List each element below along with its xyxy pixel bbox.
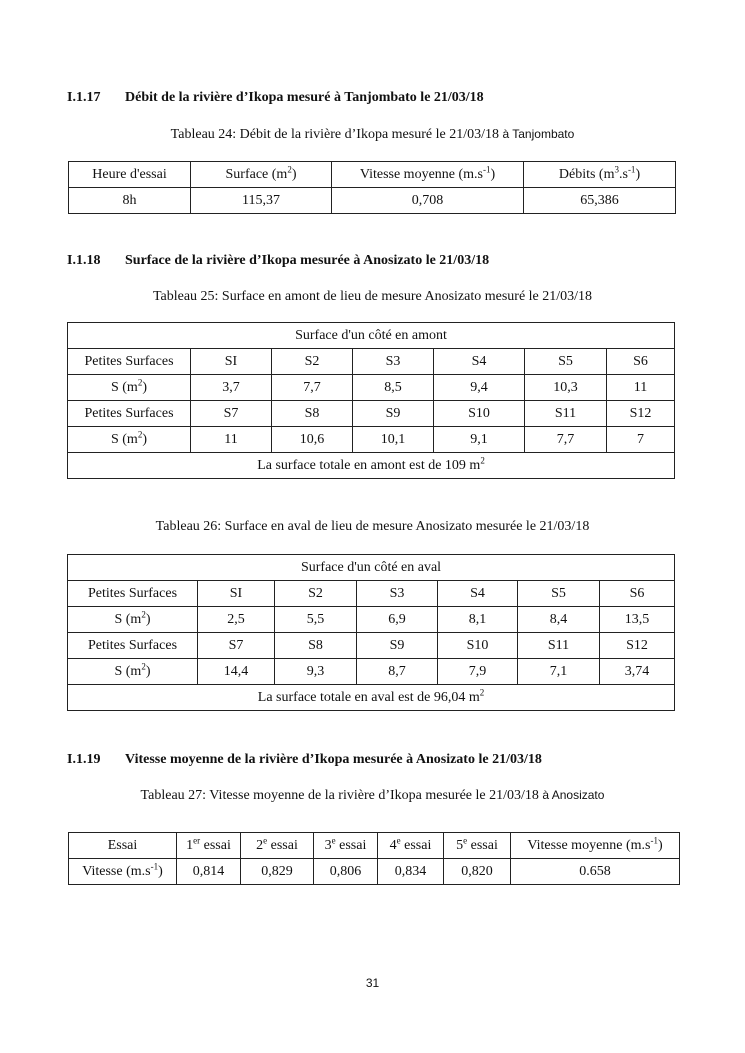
- section-title: Surface de la rivière d’Ikopa mesurée à Anosizato le 21/03/18: [125, 253, 490, 268]
- table-row: [68, 427, 675, 453]
- row-label: S $(m^2)$: [68, 659, 198, 685]
- cell: 0,829: [241, 859, 314, 885]
- cell: S12: [607, 401, 675, 427]
- header-essai-5: 5e essai: [444, 833, 511, 859]
- table-row: [69, 188, 676, 214]
- cell: S8: [275, 633, 357, 659]
- cell: S2: [272, 349, 353, 375]
- total-cell: La surface totale en aval est de 96,04 $m^2$: [68, 685, 675, 711]
- cell: 9,3: [275, 659, 357, 685]
- cell: 10,1: [353, 427, 434, 453]
- header-surface: Surface $(m^2)$: [191, 162, 332, 188]
- total-cell: La surface totale en amont est de 109 $m^2$: [68, 453, 675, 479]
- table-row: [68, 633, 675, 659]
- section-heading-1-1-19: [67, 752, 542, 768]
- cell: S6: [600, 581, 675, 607]
- header-essai-4: 4e essai: [378, 833, 444, 859]
- table-row: [68, 349, 675, 375]
- page-number: 31: [365, 976, 380, 990]
- section-title: Vitesse moyenne de la rivière d’Ikopa mesurée à Anosizato le 21/03/18: [125, 752, 542, 767]
- cell: S12: [600, 633, 675, 659]
- header-essai-1: 1er essai: [177, 833, 241, 859]
- cell: 0,820: [444, 859, 511, 885]
- table-26: [67, 554, 675, 711]
- cell: 10,3: [525, 375, 607, 401]
- cell: S11: [518, 633, 600, 659]
- cell: 6,9: [357, 607, 438, 633]
- caption-tail: à Tanjombato: [502, 127, 575, 141]
- section-heading-1-1-18: [67, 253, 489, 269]
- table-25: [67, 322, 675, 479]
- cell: 8,7: [357, 659, 438, 685]
- cell: S3: [357, 581, 438, 607]
- table-header-row: [69, 833, 680, 859]
- cell: S11: [525, 401, 607, 427]
- cell: S2: [275, 581, 357, 607]
- cell-surface: 115,37: [191, 188, 332, 214]
- table-row: [68, 375, 675, 401]
- table-row: [68, 581, 675, 607]
- cell: S7: [191, 401, 272, 427]
- cell: 9,4: [434, 375, 525, 401]
- cell: S10: [434, 401, 525, 427]
- cell: 14,4: [198, 659, 275, 685]
- section-number: I.1.19: [67, 752, 101, 767]
- cell: 9,1: [434, 427, 525, 453]
- cell: S8: [272, 401, 353, 427]
- table-25-caption: Tableau 25: Surface en amont de lieu de mesure Anosizato mesuré le 21/03/18: [152, 289, 593, 304]
- cell-vitesse: 0,708: [332, 188, 524, 214]
- cell: S9: [357, 633, 438, 659]
- cell: 3,74: [600, 659, 675, 685]
- cell: 0,834: [378, 859, 444, 885]
- table-header-row: [69, 162, 676, 188]
- table-26-caption: Tableau 26: Surface en aval de lieu de mesure Anosizato mesurée le 21/03/18: [155, 519, 590, 534]
- table-total-row: [68, 453, 675, 479]
- cell: 0,806: [314, 859, 378, 885]
- cell: 11: [607, 375, 675, 401]
- cell: 8,4: [518, 607, 600, 633]
- cell: S3: [353, 349, 434, 375]
- header-essai-2: 2e essai: [241, 833, 314, 859]
- table-row: [68, 607, 675, 633]
- cell: 7,7: [525, 427, 607, 453]
- section-number: I.1.18: [67, 253, 101, 268]
- cell: S4: [438, 581, 518, 607]
- table-header-row: [68, 323, 675, 349]
- cell: S7: [198, 633, 275, 659]
- cell-moyenne: 0.658: [511, 859, 680, 885]
- cell: 11: [191, 427, 272, 453]
- header-vitesse-moyenne: Vitesse moyenne $(m.s^{-1})$: [511, 833, 680, 859]
- cell: S9: [353, 401, 434, 427]
- caption-text: Tableau 27: Vitesse moyenne de la rivière d’Ikopa mesurée le 21/03/18: [140, 788, 539, 803]
- table-24: [68, 161, 676, 214]
- table-row: [69, 859, 680, 885]
- cell: S4: [434, 349, 525, 375]
- header-vitesse: Vitesse moyenne $(m.s^{-1})$: [332, 162, 524, 188]
- cell: 10,6: [272, 427, 353, 453]
- section-heading-1-1-17: [67, 90, 484, 106]
- cell: 8,5: [353, 375, 434, 401]
- header-heure: Heure d'essai: [69, 162, 191, 188]
- table-title-cell: Surface d'un côté en aval: [68, 555, 675, 581]
- table-row: [68, 659, 675, 685]
- cell: S10: [438, 633, 518, 659]
- cell: 7: [607, 427, 675, 453]
- cell: 7,1: [518, 659, 600, 685]
- row-label: Petites Surfaces: [68, 401, 191, 427]
- row-label: S $(m^2)$: [68, 427, 191, 453]
- row-label: S $(m^2)$: [68, 375, 191, 401]
- row-label: Vitesse $(m.s^{-1})$: [69, 859, 177, 885]
- cell: 2,5: [198, 607, 275, 633]
- table-24-caption: [0, 127, 745, 143]
- row-label: Petites Surfaces: [68, 349, 191, 375]
- table-27: [68, 832, 680, 885]
- cell: SI: [198, 581, 275, 607]
- header-essai: Essai: [69, 833, 177, 859]
- cell: S5: [525, 349, 607, 375]
- cell-debit: 65,386: [524, 188, 676, 214]
- table-total-row: [68, 685, 675, 711]
- caption-text: Tableau 24: Débit de la rivière d’Ikopa mesuré le 21/03/18: [170, 127, 499, 142]
- cell: 7,7: [272, 375, 353, 401]
- cell: 3,7: [191, 375, 272, 401]
- table-title-cell: Surface d'un côté en amont: [68, 323, 675, 349]
- row-label: Petites Surfaces: [68, 581, 198, 607]
- cell: S6: [607, 349, 675, 375]
- cell: 0,814: [177, 859, 241, 885]
- table-header-row: [68, 555, 675, 581]
- caption-tail: à Anosizato: [542, 788, 605, 802]
- cell: 7,9: [438, 659, 518, 685]
- section-number: I.1.17: [67, 90, 101, 105]
- cell-heure: 8h: [69, 188, 191, 214]
- section-title: Débit de la rivière d’Ikopa mesuré à Tanjombato le 21/03/18: [125, 90, 484, 105]
- row-label: S $(m^2)$: [68, 607, 198, 633]
- table-row: [68, 401, 675, 427]
- cell: 5,5: [275, 607, 357, 633]
- header-essai-3: 3e essai: [314, 833, 378, 859]
- cell: SI: [191, 349, 272, 375]
- row-label: Petites Surfaces: [68, 633, 198, 659]
- cell: S5: [518, 581, 600, 607]
- header-debits: Débits $(m^3.s^{-1})$: [524, 162, 676, 188]
- cell: 8,1: [438, 607, 518, 633]
- cell: 13,5: [600, 607, 675, 633]
- table-27-caption: [0, 788, 745, 804]
